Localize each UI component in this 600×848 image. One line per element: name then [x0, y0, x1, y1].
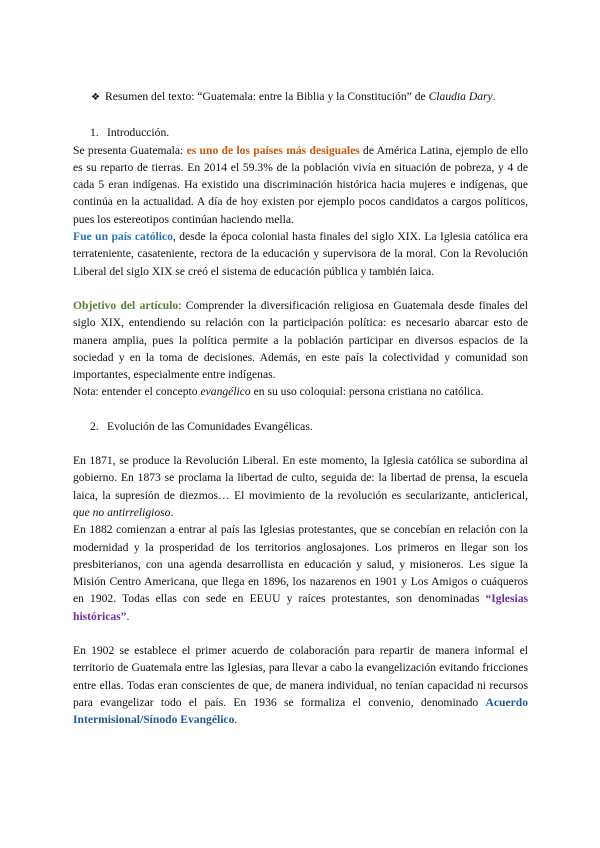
summary-title-line [73, 88, 528, 106]
highlight-pais-catolico: Fue un país católico [73, 230, 173, 244]
note-emphasis: evangélico [200, 385, 251, 399]
section2-paragraph-1 [73, 452, 528, 521]
paragraph-gap [73, 625, 528, 642]
text-run: En 1902 se establece el primer acuerdo de colaboración para repartir de manera informal el territorio de Guatemala entre las Iglesias, para llevar a cabo la evangelización evitando fricciones entre ellas. Todas eran conscientes de que, de manera individual, no tenían capacidad ni recursos para evangelizar todo el país. En 1936 se formaliza el convenio, denominado [73, 644, 528, 709]
text-run: . [126, 609, 130, 623]
section1-number: 1. [90, 126, 99, 140]
section2-paragraph-3 [73, 642, 528, 728]
section1-paragraph-2 [73, 228, 528, 280]
section2-heading [73, 418, 528, 435]
highlight-objetivo: Objetivo del artículo [73, 298, 179, 312]
text-run: , desde la época colonial hasta finales del siglo XIX. La Iglesia católica era terrateniente, casateniente, rectora de la educación y supervisora de la moral. Con la Revolución Liberal del siglo XIX se creó el sistema de educación pública y también laica. [73, 230, 528, 278]
summary-prefix: Resumen del texto: “Guatemala: entre la Biblia y la Constitución” de [105, 90, 429, 103]
text-run: : Comprender la diversificación religiosa en Guatemala desde finales del siglo XIX, entendiendo su relación con la participación política: es necesario abarcar esto de manera amplia, pues la política permite a la población participar en diversos espacios de la sociedad y en la toma de decisiones. Además, en este país la colectividad y comunidad son importantes, especialmente entre indígenas. [73, 298, 528, 382]
section1-paragraph-1 [73, 142, 528, 228]
text-run: En 1871, se produce la Revolución Liberal. En este momento, la Iglesia católica se subordina al gobierno. En 1873 se proclama la libertad de culto, seguida de: la libertad de prensa, la escuela laica, la supresión de diezmos… El movimiento de la revolución es secularizante, anticlerical, [73, 454, 528, 502]
section1-title: Introducción. [107, 126, 170, 140]
section2-number: 2. [90, 419, 99, 433]
text-run: Nota: entender el concepto [73, 385, 201, 399]
text-run: en su uso coloquial: persona cristiana no católica. [250, 385, 484, 399]
highlight-iglesias-historicas: “Iglesias históricas” [73, 592, 528, 623]
text-run: de América Latina, ejemplo de ello es su reparto de tierras. En 2014 el 59.3% de la población vivía en situación de pobreza, y 4 de cada 5 eran indígenas. Ha existido una discriminación histórica hacia mujeres e indígenas, que continúa en la actualidad. A día de hoy existen por ejemplo pocos candidatos a cargos políticos, pues los estereotipos continúan haciendo mella. [73, 143, 528, 226]
paragraph-gap [73, 401, 528, 418]
section2-title: Evolución de las Comunidades Evangélicas. [107, 419, 313, 433]
paragraph-gap [73, 280, 528, 297]
emphasis-antirreligioso: que no antirreligioso [73, 505, 171, 519]
section1-paragraph-3 [73, 297, 528, 383]
highlight-acuerdo-intermisional: Acuerdo Intermisional/Sínodo Evangélico [73, 695, 528, 727]
text-run: . [170, 505, 174, 519]
summary-suffix: . [492, 90, 496, 103]
text-run: En 1882 comienzan a entrar al país las Iglesias protestantes, que se concebían en relación con la modernidad y la prosperidad de los territorios anglosajones. Los primeros en llegar son los presbiterianos, con una agenda desarrollista en educación y salud, y misioneros. Les sigue la Misión Centro Americana, que llega en 1896, los nazarenos en 1901 y Los Amigos o cuáqueros en 1902. Todas ellas con sede en EEUU y raíces protestantes, son denominadas [73, 523, 528, 606]
section2-paragraph-2 [73, 521, 528, 625]
text-run: . [234, 713, 238, 727]
document-page [73, 88, 528, 729]
section1-note [73, 383, 528, 400]
text-run: Se presenta Guatemala: [73, 143, 187, 157]
highlight-desiguales: es uno de los países más desiguales [186, 143, 360, 157]
diamond-bullet-icon: ❖ [91, 92, 100, 103]
summary-author: Claudia Dary [428, 90, 493, 103]
paragraph-gap [73, 435, 528, 452]
section1-heading [73, 124, 528, 141]
